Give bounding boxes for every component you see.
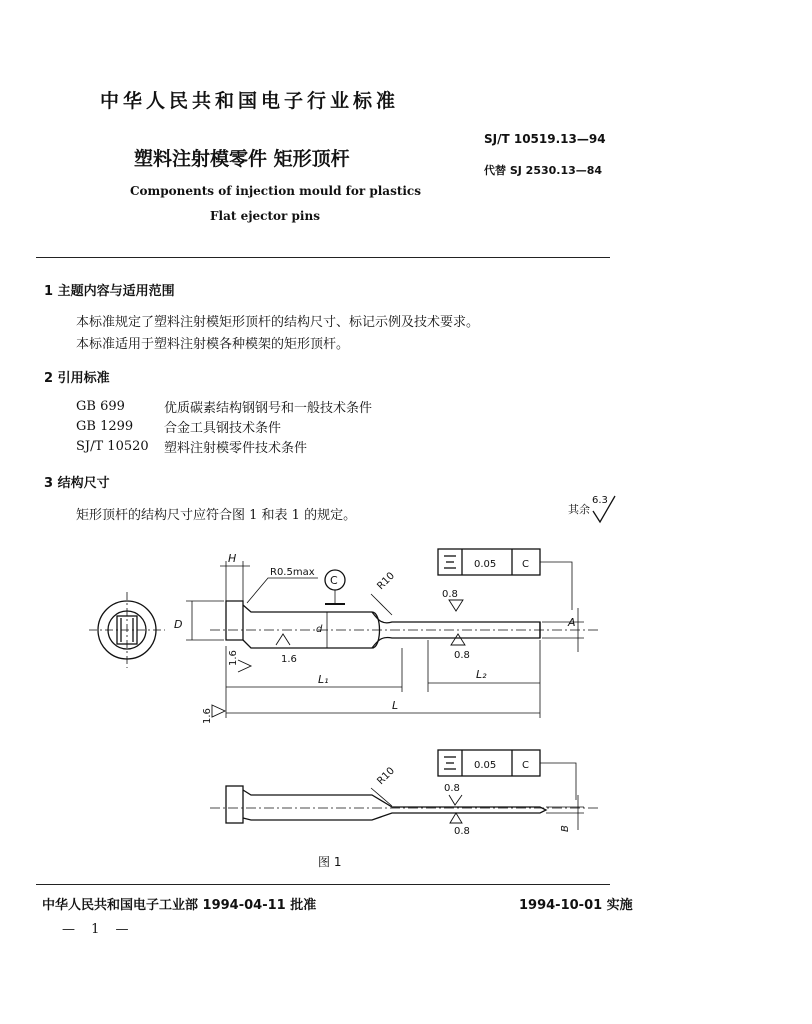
section-1-para-1: 本标准规定了塑料注射模矩形顶杆的结构尺寸、标记示例及技术要求。	[76, 315, 480, 330]
tolerance-datum-top: C	[522, 559, 529, 570]
dim-A-label: A	[568, 616, 576, 629]
tolerance-value-top: 0.05	[474, 559, 497, 570]
section-2-heading: 2 引用标准	[44, 371, 110, 386]
section-3-heading: 3 结构尺寸	[44, 476, 110, 491]
tolerance-value-bottom: 0.05	[474, 760, 497, 771]
tolerance-datum-bottom: C	[522, 760, 529, 771]
datum-C-label: C	[330, 574, 338, 587]
figure-caption: 图 1	[318, 855, 342, 869]
document-title-en-2: Flat ejector pins	[210, 209, 320, 223]
corner-radius-label: R0.5max	[270, 567, 315, 578]
section-1-para-2: 本标准适用于塑料注射模各种模架的矩形顶杆。	[76, 337, 350, 352]
roughness-16-end: 1.6	[202, 708, 213, 724]
document-title-en-1: Components of injection mould for plastics	[130, 184, 421, 198]
section-1-heading: 1 主题内容与适用范围	[44, 284, 175, 299]
ref-title-1: 优质碳素结构钢钢号和一般技术条件	[164, 401, 373, 416]
ref-title-3: 塑料注射模零件技术条件	[164, 441, 308, 456]
approval-line: 中华人民共和国电子工业部 1994-04-11 批准	[42, 898, 317, 913]
fillet-label-top: R10	[375, 570, 398, 593]
dim-H-label: H	[228, 552, 237, 565]
fillet-label-bottom: R10	[375, 765, 398, 788]
dim-B-label: B	[560, 825, 571, 832]
rest-roughness-label: 其余	[568, 503, 590, 516]
org-title: 中华人民共和国电子行业标准	[100, 90, 400, 112]
end-view	[89, 592, 165, 668]
dim-L2-label: L₂	[476, 668, 487, 681]
ref-code-3: SJ/T 10520	[76, 439, 149, 454]
implementation-date: 1994-10-01 实施	[519, 898, 633, 913]
roughness-08-bottom: 0.8	[454, 650, 470, 661]
roughness-16-head: 1.6	[228, 650, 239, 666]
roughness-08-top: 0.8	[442, 589, 458, 600]
ref-title-2: 合金工具钢技术条件	[164, 421, 282, 436]
roughness-16-shank: 1.6	[281, 654, 297, 665]
roughness-08-variant-top: 0.8	[444, 783, 460, 794]
section-3-para-1: 矩形顶杆的结构尺寸应符合图 1 和表 1 的规定。	[76, 508, 357, 523]
standard-code: SJ/T 10519.13—94	[484, 132, 606, 146]
dim-L1-label: L₁	[318, 673, 329, 686]
roughness-08-variant-bottom: 0.8	[454, 826, 470, 837]
dim-D-label: D	[174, 618, 183, 631]
document-title-cn: 塑料注射模零件 矩形顶杆	[134, 148, 350, 170]
footer-rule	[36, 884, 610, 885]
ref-code-1: GB 699	[76, 399, 125, 414]
variant-view-pin	[210, 786, 598, 823]
page-number: — 1 —	[62, 922, 135, 937]
replaces-code: 代替 SJ 2530.13—84	[484, 164, 603, 177]
ref-code-2: GB 1299	[76, 419, 134, 434]
rest-roughness-value: 6.3	[592, 495, 608, 506]
dim-d-label: d	[316, 624, 323, 635]
dim-L-label: L	[392, 699, 399, 712]
